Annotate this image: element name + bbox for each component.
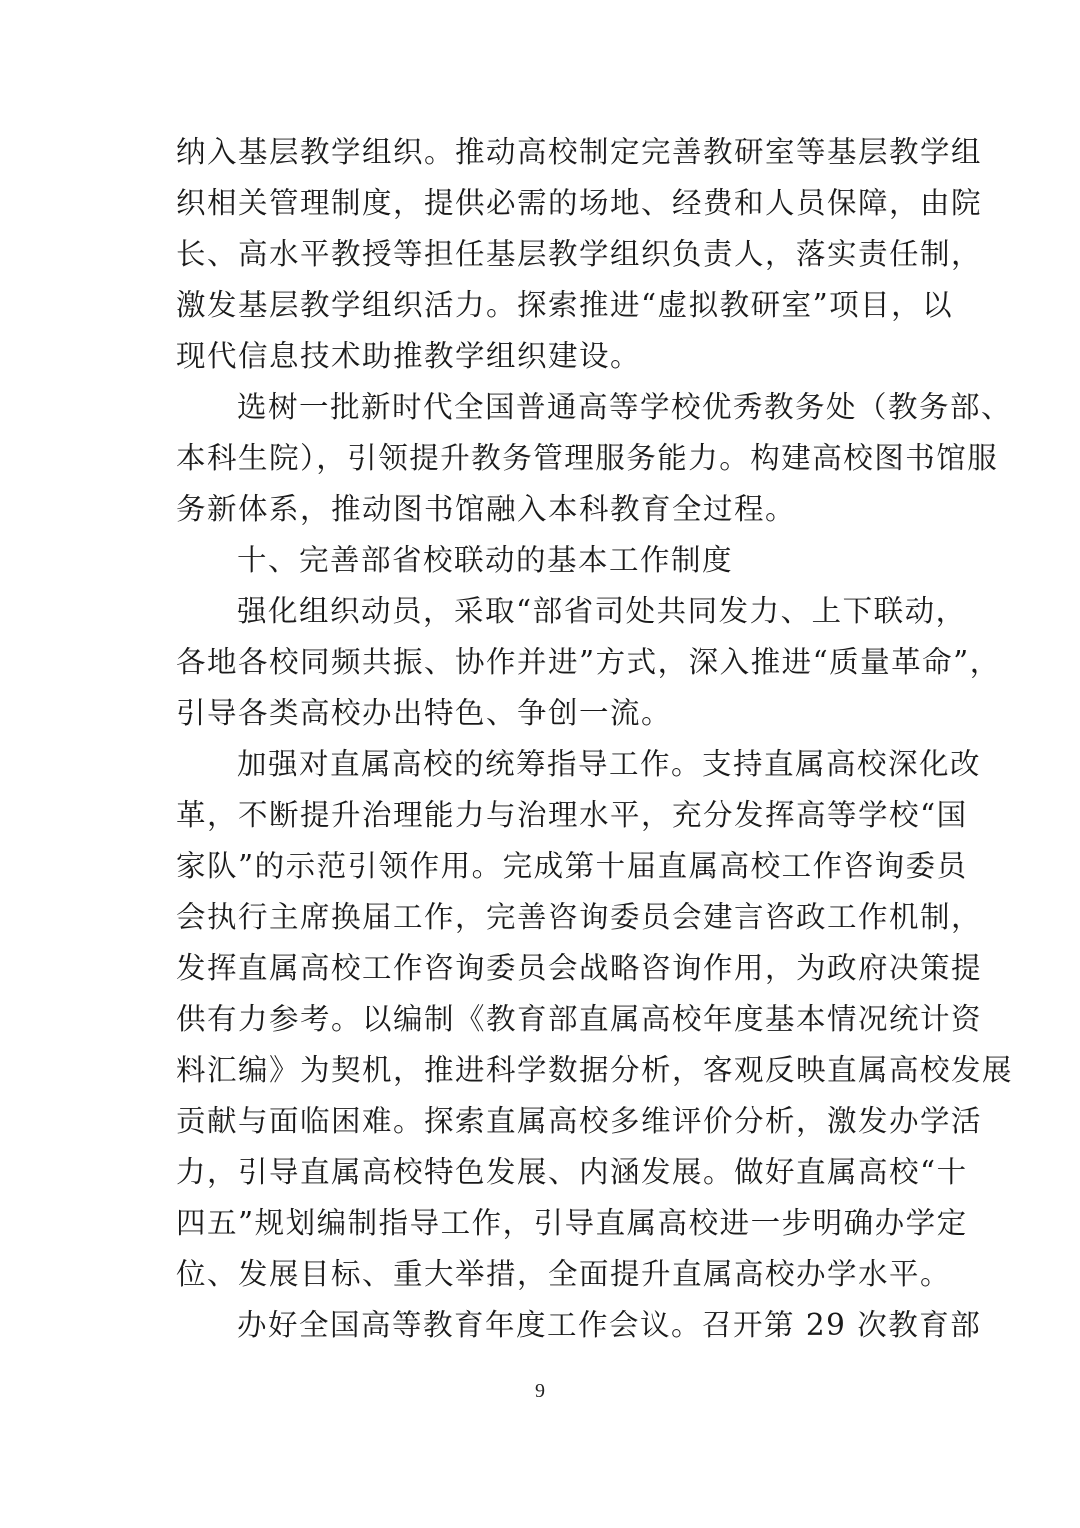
text-line: 供有力参考。以编制《教育部直属高校年度基本情况统计资 [176,1002,983,1036]
text-line: 革，不断提升治理能力与治理水平，充分发挥高等学校“国 [176,798,968,832]
text-line: 家队”的示范引领作用。完成第十届直属高校工作咨询委员 [176,849,968,883]
text-line: 各地各校同频共振、协作并进”方式，深入推进“质量革命”， [176,645,1001,679]
text-line: 长、高水平教授等担任基层教学组织负责人，落实责任制， [176,237,983,271]
page-number: 9 [535,1380,545,1402]
text-line: 办好全国高等教育年度工作会议。召开第 29 次教育部 [237,1308,982,1342]
text-line: 强化组织动员，采取“部省司处共同发力、上下联动， [237,594,967,628]
text-line: 会执行主席换届工作，完善咨询委员会建言咨政工作机制， [176,900,983,934]
text-line: 现代信息技术助推教学组织建设。 [176,339,642,373]
text-line: 加强对直属高校的统筹指导工作。支持直属高校深化改 [237,747,982,781]
text-line: 引导各类高校办出特色、争创一流。 [176,696,673,730]
text-line: 力，引导直属高校特色发展、内涵发展。做好直属高校“十 [176,1155,968,1189]
text-line: 料汇编》为契机，推进科学数据分析，客观反映直属高校发展 [176,1053,1014,1087]
text-line: 选树一批新时代全国普通高等学校优秀教务处（教务部、 [237,390,1013,424]
section-heading: 十、完善部省校联动的基本工作制度 [237,543,734,577]
text-line: 位、发展目标、重大举措，全面提升直属高校办学水平。 [176,1257,952,1291]
document-body [176,127,1014,1351]
text-line: 激发基层教学组织活力。探索推进“虚拟教研室”项目，以 [176,288,954,322]
text-line: 四五”规划编制指导工作，引导直属高校进一步明确办学定 [176,1206,968,1240]
text-line: 发挥直属高校工作咨询委员会战略咨询作用，为政府决策提 [176,951,983,985]
text-line: 贡献与面临困难。探索直属高校多维评价分析，激发办学活 [176,1104,983,1138]
text-line: 纳入基层教学组织。推动高校制定完善教研室等基层教学组 [176,135,983,169]
text-line: 务新体系，推动图书馆融入本科教育全过程。 [176,492,797,526]
text-line: 本科生院），引领提升教务管理服务能力。构建高校图书馆服 [176,441,999,475]
text-line: 织相关管理制度，提供必需的场地、经费和人员保障，由院 [176,186,983,220]
